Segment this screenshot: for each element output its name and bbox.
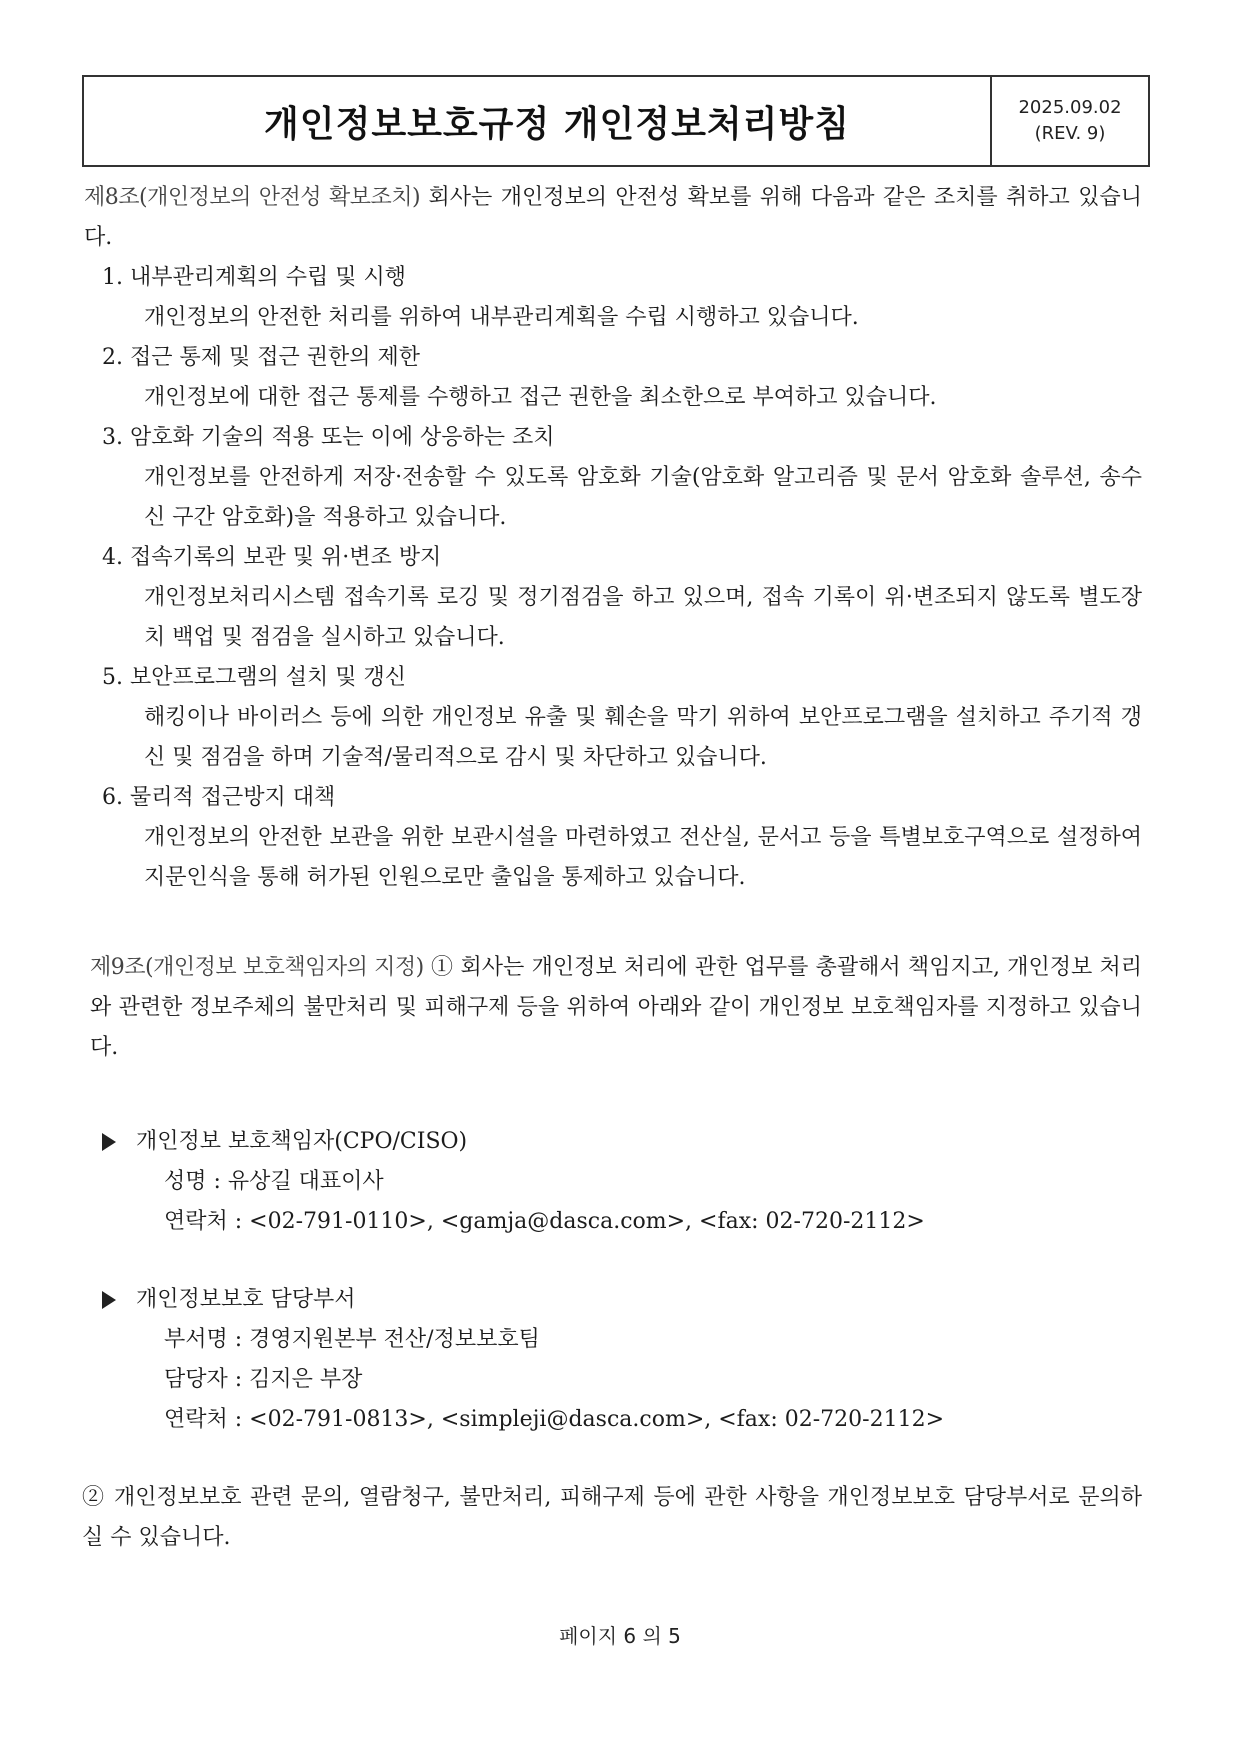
article-9-para-2: [82, 1478, 1142, 1558]
dept-name: 부서명 : 경영지원본부 전산/정보보호팀: [164, 1327, 540, 1352]
article-8-item-4: [82, 538, 1142, 658]
article-9-para-2-text: ② 개인정보보호 관련 문의, 열람청구, 불만처리, 피해구제 등에 관한 사항을 개인정보보호 담당부서로 문의하실 수 있습니다.: [82, 1485, 1142, 1550]
dept-title-line: [102, 1280, 1142, 1320]
document-title: 개인정보보호규정 개인정보처리방침: [84, 77, 992, 165]
item-description: 개인정보에 대한 접근 통제를 수행하고 접근 권한을 최소한으로 부여하고 있습니다.: [144, 385, 937, 410]
article-9-heading: 제9조(개인정보 보호책임자의 지정): [90, 955, 424, 980]
item-title: 5. 보안프로그램의 설치 및 갱신: [102, 665, 406, 690]
item-description: 개인정보의 안전한 처리를 위하여 내부관리계획을 수립 시행하고 있습니다.: [144, 305, 859, 330]
item-title: 6. 물리적 접근방지 대책: [102, 785, 336, 810]
revision-number: (REV. 9): [1034, 123, 1106, 144]
dept-title: 개인정보보호 담당부서: [136, 1287, 356, 1312]
cpo-contact: 연락처 : <02-791-0110>, <gamja@dasca.com>, <fax: 02-720-2112>: [164, 1209, 925, 1234]
article-8-item-5: [82, 658, 1142, 778]
cpo-name: 성명 : 유상길 대표이사: [164, 1169, 384, 1194]
item-description: 개인정보처리시스템 접속기록 로깅 및 정기점검을 하고 있으며, 접속 기록이 위·변조되지 않도록 별도장치 백업 및 점검을 실시하고 있습니다.: [144, 585, 1142, 650]
item-title: 3. 암호화 기술의 적용 또는 이에 상응하는 조치: [102, 425, 555, 450]
article-9-para-1: [82, 948, 1142, 1068]
dept-manager: 담당자 : 김지은 부장: [164, 1367, 363, 1392]
cpo-section: [102, 1122, 1142, 1242]
item-description: 개인정보를 안전하게 저장·전송할 수 있도록 암호화 기술(암호화 알고리즘 및 문서 암호화 솔루션, 송수신 구간 암호화)을 적용하고 있습니다.: [144, 465, 1142, 530]
triangle-bullet-icon: [102, 1291, 116, 1309]
article-8-intro: [82, 178, 1142, 258]
article-8-item-3: [82, 418, 1142, 538]
revision-box: [992, 77, 1148, 165]
article-8-item-2: [82, 338, 1142, 418]
dept-section: [102, 1280, 1142, 1440]
article-8: [82, 178, 1142, 898]
item-title: 2. 접근 통제 및 접근 권한의 제한: [102, 345, 420, 370]
article-8-item-6: [82, 778, 1142, 898]
revision-date: 2025.09.02: [1018, 97, 1122, 118]
article-9-para-1-text: ① 회사는 개인정보 처리에 관한 업무를 총괄해서 책임지고, 개인정보 처리와 관련한 정보주체의 불만처리 및 피해구제 등을 위하여 아래와 같이 개인정보 보호책임자를 지정하고 있습니다.: [90, 955, 1142, 1060]
page-number: 페이지 6 의 5: [559, 1624, 681, 1648]
article-8-intro-text: 회사는 개인정보의 안전성 확보를 위해 다음과 같은 조치를 취하고 있습니다.: [84, 185, 1142, 250]
document-header: [82, 75, 1150, 167]
item-title: 4. 접속기록의 보관 및 위·변조 방지: [102, 545, 442, 570]
triangle-bullet-icon: [102, 1133, 116, 1151]
item-title: 1. 내부관리계획의 수립 및 시행: [102, 265, 406, 290]
dept-contact: 연락처 : <02-791-0813>, <simpleji@dasca.com>, <fax: 02-720-2112>: [164, 1407, 945, 1432]
cpo-title-line: [102, 1122, 1142, 1162]
cpo-title: 개인정보 보호책임자(CPO/CISO): [136, 1129, 468, 1154]
item-description: 개인정보의 안전한 보관을 위한 보관시설을 마련하였고 전산실, 문서고 등을 특별보호구역으로 설정하여 지문인식을 통해 허가된 인원으로만 출입을 통제하고 있습니다.: [144, 825, 1142, 890]
article-8-item-1: [82, 258, 1142, 338]
article-8-heading: 제8조(개인정보의 안전성 확보조치): [84, 185, 421, 210]
item-description: 해킹이나 바이러스 등에 의한 개인정보 유출 및 훼손을 막기 위하여 보안프로그램을 설치하고 주기적 갱신 및 점검을 하며 기술적/물리적으로 감시 및 차단하고 있습니다.: [144, 705, 1142, 770]
